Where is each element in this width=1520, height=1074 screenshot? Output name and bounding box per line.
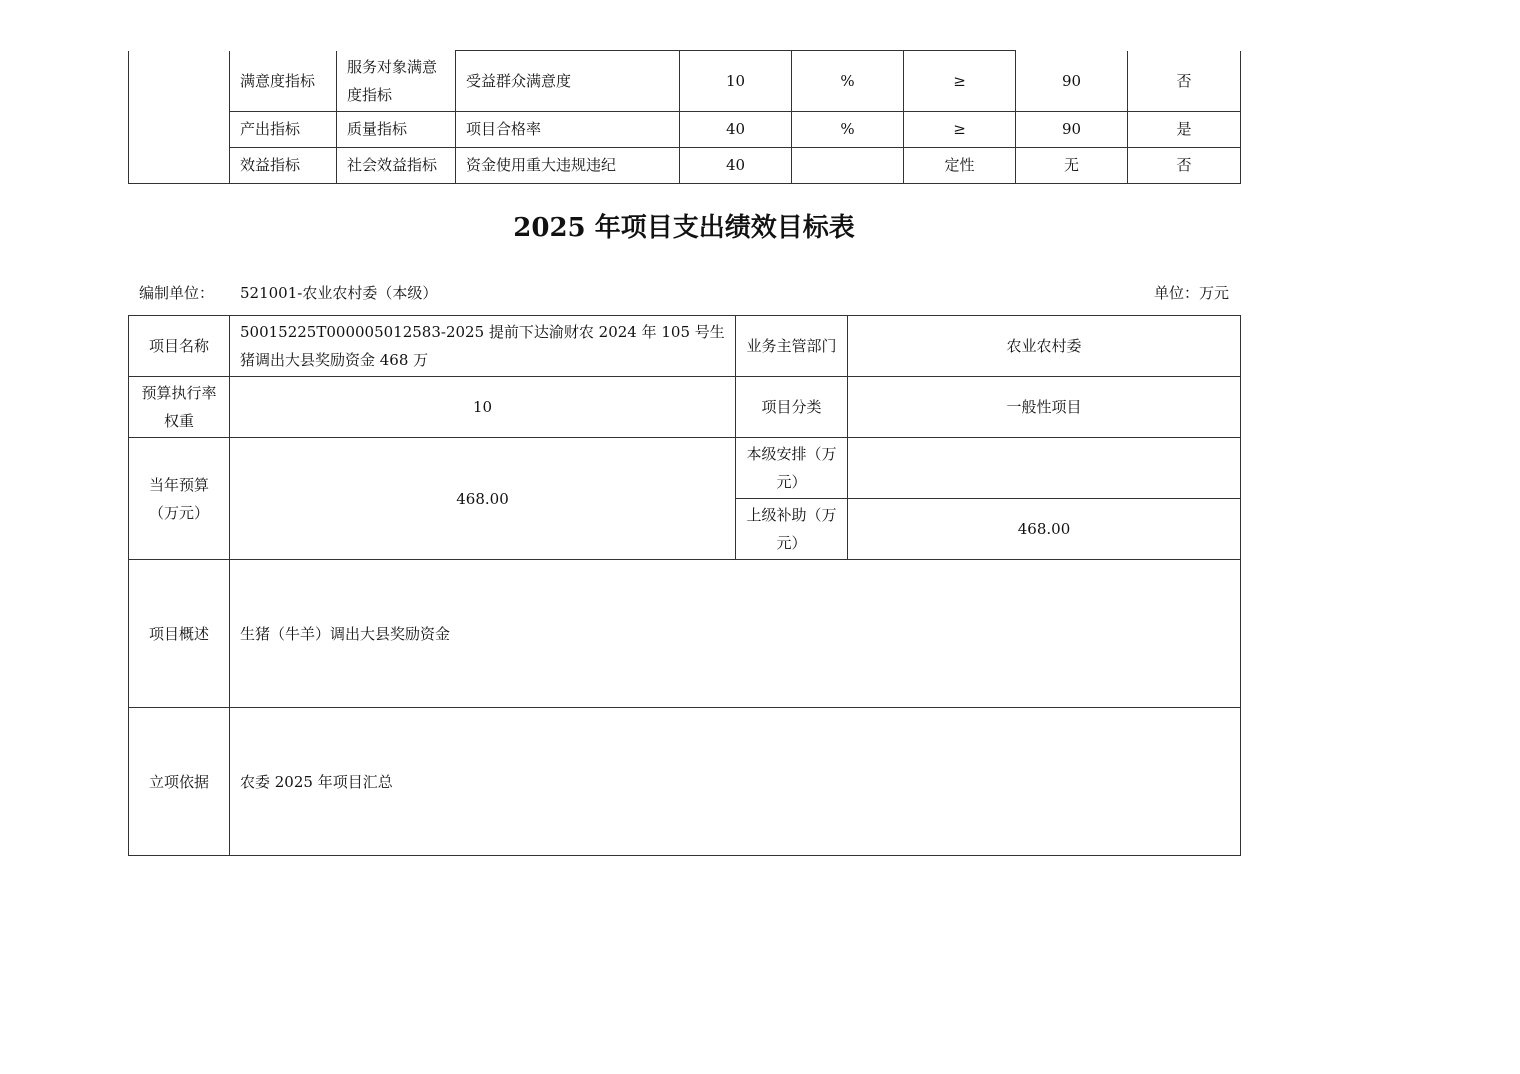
budget-row (129, 438, 1241, 499)
indicator-row (129, 51, 1241, 112)
overview-row (129, 560, 1241, 708)
exec-rate-row (129, 377, 1241, 438)
level2-cell: 质量指标 (337, 111, 456, 147)
category-value: 一般性项目 (848, 377, 1241, 438)
indicator-row (129, 111, 1241, 147)
local-funds-label: 本级安排（万元） (736, 438, 848, 499)
local-funds-value (848, 438, 1241, 499)
target-cell: 90 (1016, 111, 1128, 147)
unit-cell (792, 147, 904, 183)
indicator-table (128, 50, 1241, 184)
operator-cell: ≥ (904, 111, 1016, 147)
merged-blank-cell (129, 51, 230, 184)
budget-label: 当年预算（万元） (129, 438, 230, 560)
page-title: 2025 年项目支出绩效目标表 (513, 213, 855, 243)
project-name-label: 项目名称 (129, 316, 230, 377)
indicator-name-cell: 资金使用重大违规违纪 (456, 147, 680, 183)
prepared-by-value: 521001-农业农村委（本级） (240, 284, 438, 302)
dept-label: 业务主管部门 (736, 316, 848, 377)
unit-cell: % (792, 111, 904, 147)
core-indicator-cell: 是 (1128, 111, 1241, 147)
subsidy-label: 上级补助（万元） (736, 499, 848, 560)
indicator-row (129, 147, 1241, 183)
project-name-value: 50015225T000005012583-2025 提前下达渝财农 2024 年 105 号生猪调出大县奖励资金 468 万 (230, 316, 736, 377)
exec-rate-value: 10 (230, 377, 736, 438)
overview-value: 生猪（牛羊）调出大县奖励资金 (230, 560, 1241, 708)
dept-value: 农业农村委 (848, 316, 1241, 377)
project-name-row (129, 316, 1241, 377)
basis-label: 立项依据 (129, 708, 230, 856)
weight-cell: 40 (680, 147, 792, 183)
unit-cell: % (792, 51, 904, 112)
core-indicator-cell: 否 (1128, 51, 1241, 112)
core-indicator-cell: 否 (1128, 147, 1241, 183)
target-cell: 90 (1016, 51, 1128, 112)
indicator-name-cell: 项目合格率 (456, 111, 680, 147)
operator-cell: ≥ (904, 51, 1016, 112)
basis-value: 农委 2025 年项目汇总 (230, 708, 1241, 856)
level1-cell: 产出指标 (230, 111, 337, 147)
indicator-name-cell: 受益群众满意度 (456, 51, 680, 112)
level2-cell: 服务对象满意度指标 (337, 51, 456, 112)
level1-cell: 满意度指标 (230, 51, 337, 112)
operator-cell: 定性 (904, 147, 1016, 183)
level1-cell: 效益指标 (230, 147, 337, 183)
currency-unit-label: 单位：万元 (1153, 284, 1229, 302)
overview-label: 项目概述 (129, 560, 230, 708)
prepared-by-label: 编制单位： (139, 284, 215, 302)
level2-cell: 社会效益指标 (337, 147, 456, 183)
basis-row (129, 708, 1241, 856)
weight-cell: 40 (680, 111, 792, 147)
project-info-table (128, 315, 1241, 856)
budget-value: 468.00 (230, 438, 736, 560)
subsidy-value: 468.00 (848, 499, 1241, 560)
exec-rate-label: 预算执行率权重 (129, 377, 230, 438)
weight-cell: 10 (680, 51, 792, 112)
category-label: 项目分类 (736, 377, 848, 438)
target-cell: 无 (1016, 147, 1128, 183)
